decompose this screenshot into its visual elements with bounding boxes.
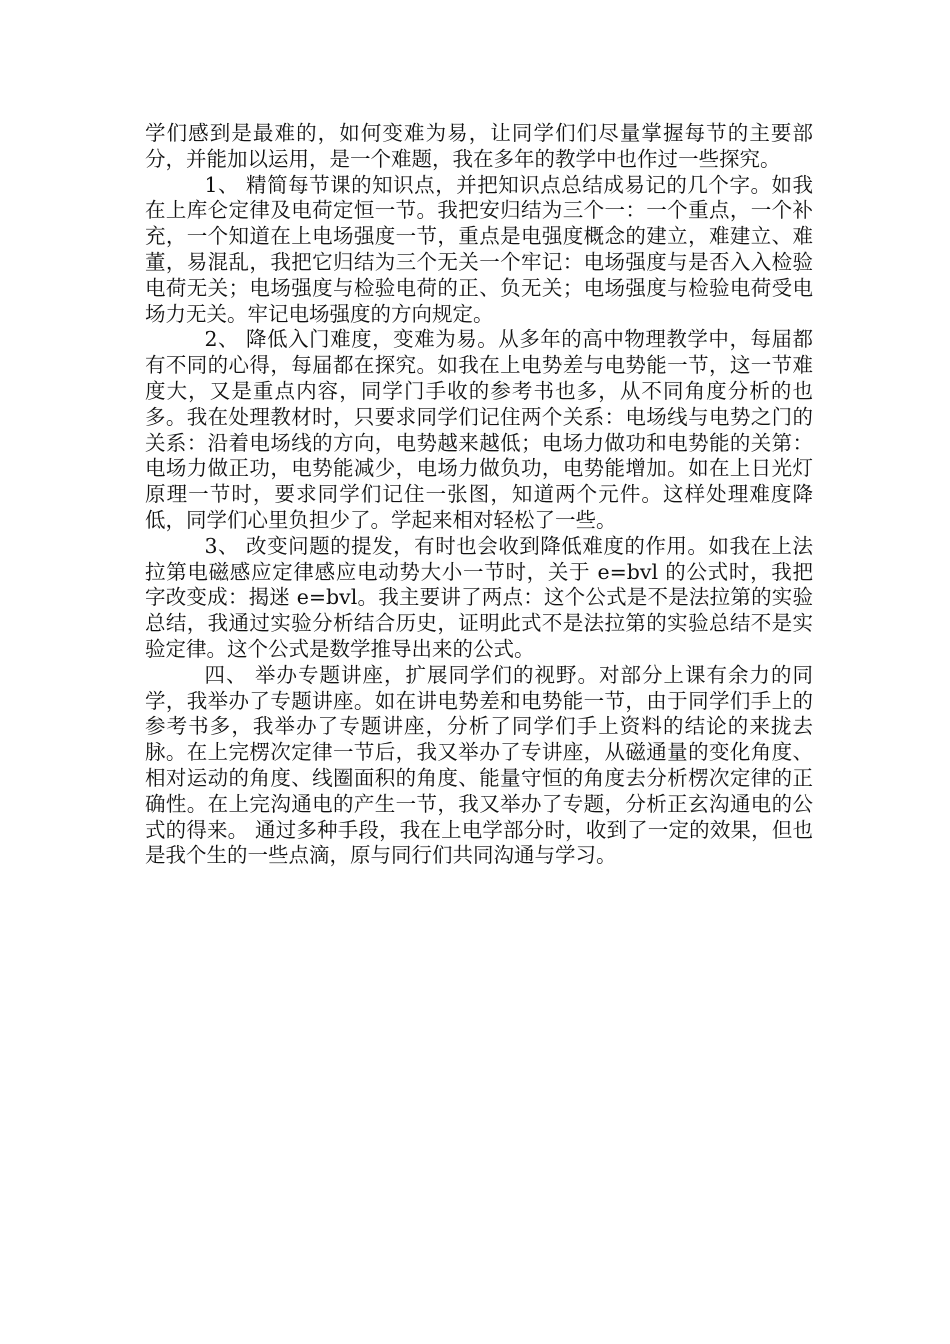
document-body [145,121,813,869]
paragraph-point-1: 1、 精简每节课的知识点，并把知识点总结成易记的几个字。如我在上库仑定律及电荷定恒一节。我把安归结为三个一：一个重点，一个补充，一个知道在上电场强度一节，重点是电强度概念的建立，难建立、难董，易混乱，我把它归结为三个无关一个牢记：电场强度与是否入入检验电荷无关；电场强度与检验电荷的正、负无关；电场强度与检验电荷受电场力无关。牢记电场强度的方向规定。 [145,172,813,326]
paragraph-intro: 学们感到是最难的，如何变难为易，让同学们们尽量掌握每节的主要部分，并能加以运用，是一个难题，我在多年的教学中也作过一些探究。 [145,121,813,171]
paragraph-point-3: 3、 改变问题的提发，有时也会收到降低难度的作用。如我在上法拉第电磁感应定律感应电动势大小一节时，关于 e=bvl 的公式时，我把字改变成：揭迷 e=bvl。我主要讲了两点：这个公式是不是法拉第的实验总结，我通过实验分析结合历史，证明此式不是法拉第的实验总结不是实验定律。这个公式是数学推导出来的公式。 [145,533,813,661]
paragraph-section-4: 四、 举办专题讲座，扩展同学们的视野。对部分上课有余力的同学，我举办了专题讲座。如在讲电势差和电势能一节，由于同学们手上的参考书多，我举办了专题讲座，分析了同学们手上资料的结论的来拢去脉。在上完楞次定律一节后，我又举办了专讲座，从磁通量的变化角度、相对运动的角度、线圈面积的角度、能量守恒的角度去分析楞次定律的正确性。在上完沟通电的产生一节，我又举办了专题，分析正玄沟通电的公式的得来。 通过多种手段，我在上电学部分时，收到了一定的效果，但也是我个生的一些点滴，原与同行们共同沟通与学习。 [145,662,813,868]
paragraph-point-2: 2、 降低入门难度，变难为易。从多年的高中物理教学中，每届都有不同的心得，每届都在探究。如我在上电势差与电势能一节，这一节难度大，又是重点内容，同学门手收的参考书也多，从不同角度分析的也多。我在处理教材时，只要求同学们记住两个关系：电场线与电势之门的关系：沿着电场线的方向，电势越来越低；电场力做功和电势能的关第：电场力做正功，电势能减少，电场力做负功，电势能增加。如在上日光灯原理一节时，要求同学们记住一张图，知道两个元件。这样处理难度降低，同学们心里负担少了。学起来相对轻松了一些。 [145,327,813,532]
